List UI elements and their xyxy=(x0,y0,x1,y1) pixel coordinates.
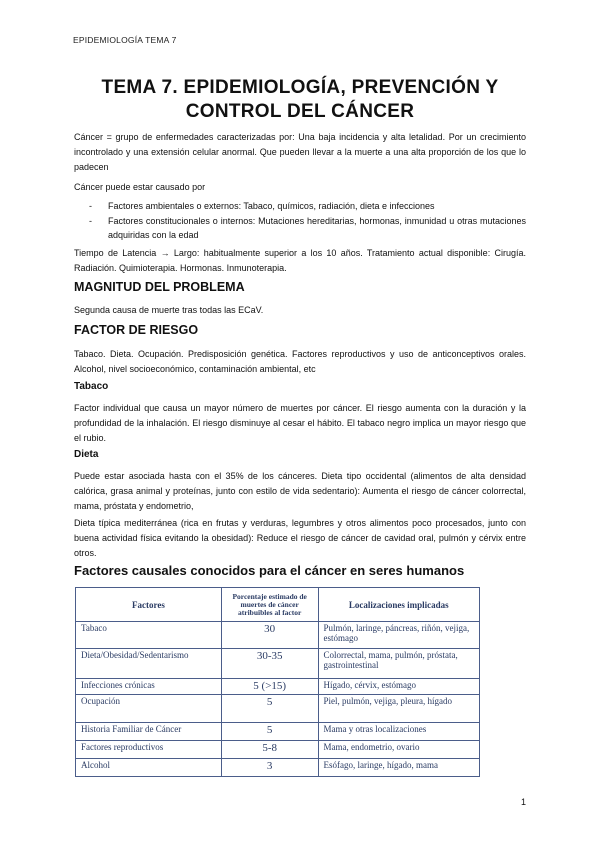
cell-factor: Factores reproductivos xyxy=(76,741,222,759)
table-row xyxy=(76,679,480,695)
cell-percent: 3 xyxy=(221,759,318,777)
causes-list xyxy=(74,199,526,243)
table-row xyxy=(76,622,480,649)
dieta-text-1: Puede estar asociada hasta con el 35% de los cánceres. Dieta tipo occidental (alimentos de alta densidad calórica, grasa animal y proteínas, junto con estilo de vida sedentario): Aumenta el riesgo de cáncer colorrectal, mama, próstata y endometrio, xyxy=(74,471,526,511)
running-header: EPIDEMIOLOGÍA TEMA 7 xyxy=(73,35,177,45)
intro-paragraph: Cáncer = grupo de enfermedades caracterizadas por: Una baja incidencia y alta letalidad. Por un crecimiento incontrolado y una extensión celular anormal. Que pueden llevar a la muerte a una alta proporción de los que lo padecen xyxy=(74,132,526,172)
cell-localizaciones: Hígado, cérvix, estómago xyxy=(318,679,479,695)
table-heading: Factores causales conocidos para el cáncer en seres humanos xyxy=(74,563,465,578)
cell-factor: Alcohol xyxy=(76,759,222,777)
cell-localizaciones: Colorrectal, mama, pulmón, próstata, gastrointestinal xyxy=(318,649,479,679)
table-row xyxy=(76,695,480,723)
table-row xyxy=(76,723,480,741)
factor-text: Tabaco. Dieta. Ocupación. Predisposición genética. Factores reproductivos y uso de anticonceptivos orales. Alcohol, nivel socioeconómico, contaminación ambiental, etc xyxy=(74,349,526,374)
cell-factor: Tabaco xyxy=(76,622,222,649)
header-porcentaje: Porcentaje estimado de muertes de cáncer atribuibles al factor xyxy=(221,588,318,622)
magnitud-text: Segunda causa de muerte tras todas las ECaV. xyxy=(74,305,264,315)
cell-localizaciones: Piel, pulmón, vejiga, pleura, hígado xyxy=(318,695,479,723)
cell-localizaciones: Mama, endometrio, ovario xyxy=(318,741,479,759)
table-row xyxy=(76,741,480,759)
dieta-text-2: Dieta típica mediterránea (rica en frutas y verduras, legumbres y otros alimentos poco procesados, junto con buena actividad física evitando la obesidad): Reduce el riesgo de cáncer de cavidad oral, pulmón y cérvix entre otros. xyxy=(74,518,526,558)
cell-localizaciones: Esófago, laringe, hígado, mama xyxy=(318,759,479,777)
cell-factor: Historia Familiar de Cáncer xyxy=(76,723,222,741)
tabaco-heading: Tabaco xyxy=(74,381,109,392)
factors-table xyxy=(75,587,480,777)
cell-percent: 5 (>15) xyxy=(221,679,318,695)
causado-intro: Cáncer puede estar causado por xyxy=(74,182,206,192)
cell-factor: Ocupación xyxy=(76,695,222,723)
cell-localizaciones: Mama y otras localizaciones xyxy=(318,723,479,741)
factor-heading: FACTOR DE RIESGO xyxy=(74,323,199,337)
title-line-1: TEMA 7. EPIDEMIOLOGÍA, PREVENCIÓN Y xyxy=(101,77,499,98)
cell-percent: 30 xyxy=(221,622,318,649)
header-factores: Factores xyxy=(76,588,222,622)
cell-percent: 5 xyxy=(221,695,318,723)
table-row xyxy=(76,759,480,777)
page-number: 1 xyxy=(521,797,527,807)
title-line-2: CONTROL DEL CÁNCER xyxy=(185,101,415,122)
cell-localizaciones: Pulmón, laringe, páncreas, riñón, vejiga, estómago xyxy=(318,622,479,649)
cell-percent: 30-35 xyxy=(221,649,318,679)
page-title xyxy=(60,76,540,124)
cell-percent: 5-8 xyxy=(221,741,318,759)
magnitud-heading: MAGNITUD DEL PROBLEMA xyxy=(74,280,245,294)
list-item: - Factores ambientales o externos: Tabaco, químicos, radiación, dieta e infecciones xyxy=(74,199,526,213)
table-row xyxy=(76,649,480,679)
header-localizaciones: Localizaciones implicadas xyxy=(318,588,479,622)
latencia-paragraph: Tiempo de Latencia → Largo: habitualmente superior a los 10 años. Tratamiento actual disponible: Cirugía. Radiación. Quimioterapia. Hormonas. Inmunoterapia. xyxy=(74,248,526,273)
cell-factor: Dieta/Obesidad/Sedentarismo xyxy=(76,649,222,679)
cell-percent: 5 xyxy=(221,723,318,741)
tabaco-text: Factor individual que causa un mayor número de muertes por cáncer. El riesgo aumenta con la duración y la profundidad de la inhalación. El riesgo disminuye al cesar el hábito. El tabaco negro implica un mayor riesgo que el rubio. xyxy=(74,403,526,443)
dieta-heading: Dieta xyxy=(74,449,99,460)
list-item: - Factores constitucionales o internos: Mutaciones hereditarias, hormonas, inmunidad u otras mutaciones adquiridas con la edad xyxy=(74,214,526,242)
table-header-row xyxy=(76,588,480,622)
cell-factor: Infecciones crónicas xyxy=(76,679,222,695)
